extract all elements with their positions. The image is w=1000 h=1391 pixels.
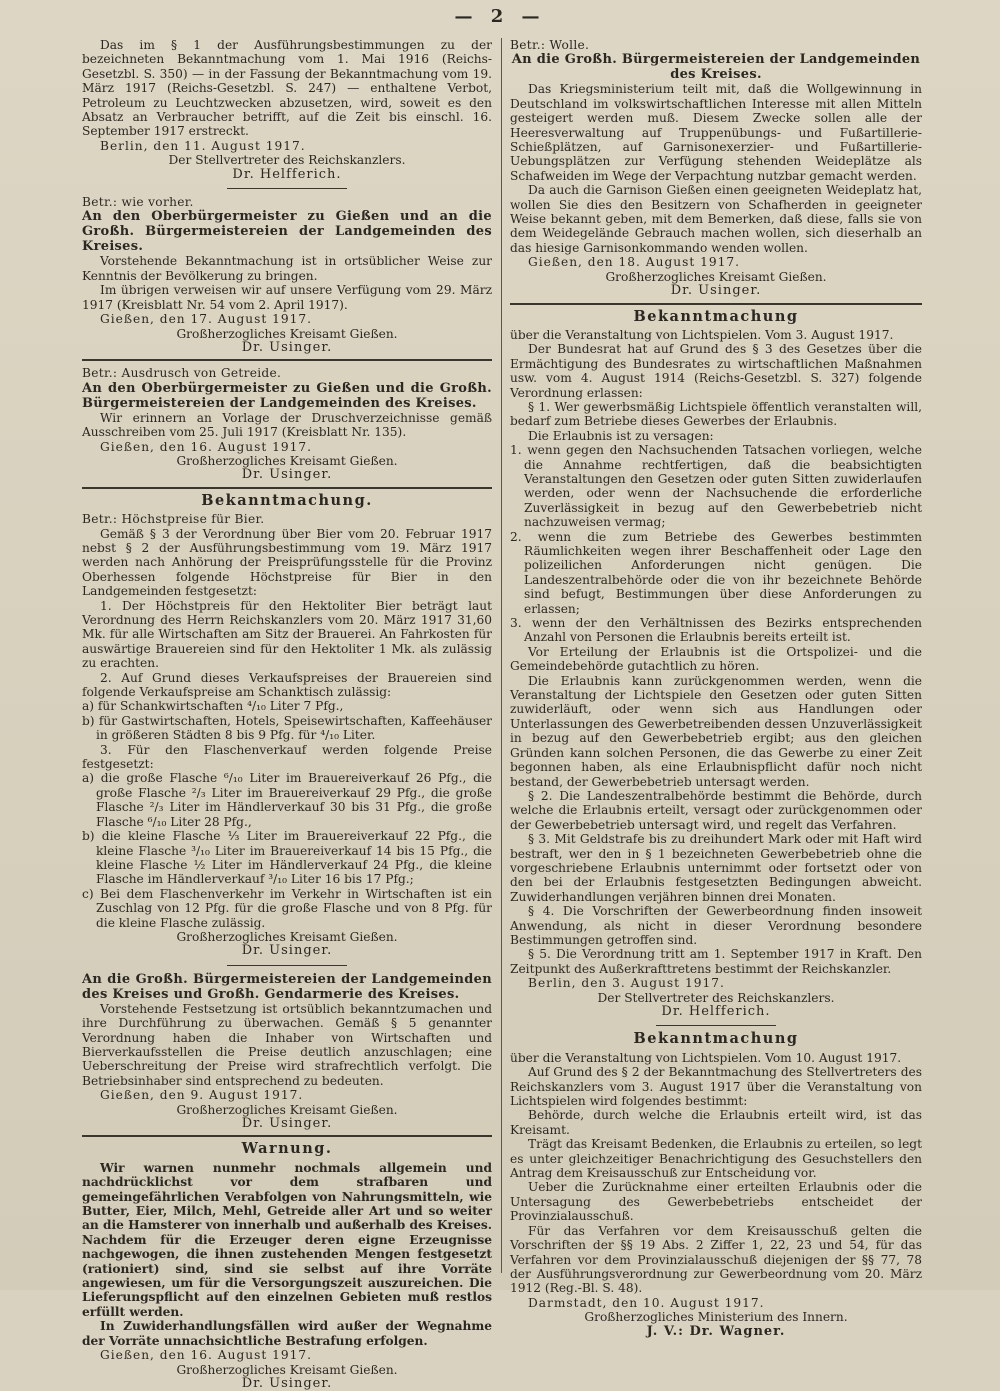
signatory-office: Großherzogliches Kreisamt Gießen. — [176, 1362, 398, 1377]
signatory-name: Dr. Usinger. — [241, 1116, 333, 1131]
signatory-office: Der Stellvertreter des Reichskanzlers. — [597, 990, 835, 1005]
paragraph: Wir erinnern an Vorlage der Druschverzeichnisse gemäß Ausschreiben vom 25. Juli 1917 (Kreisblatt Nr. 135). — [82, 410, 492, 440]
signatory-name: Dr. Usinger. — [241, 467, 333, 483]
place-date: Berlin, den 11. August 1917. — [100, 138, 306, 153]
signatory-name: Dr. Helfferich. — [232, 166, 342, 182]
paragraph: Trägt das Kreisamt Bedenken, die Erlaubnis zu erteilen, so legt es unter gleichzeitiger Benachrichtigung des Gesuchstellers den Antrag dem Kreisausschuß zur Entscheidung vor. — [510, 1137, 922, 1181]
signatory-name: Dr. Usinger. — [241, 1375, 333, 1391]
paragraph: § 5. Die Verordnung tritt am 1. September 1917 in Kraft. Den Zeitpunkt des Außerkrafttretens bestimmt der Reichskanzler. — [510, 947, 922, 976]
section-heading: Bekanntmachung — [633, 1030, 799, 1048]
subject-line: Betr.: wie vorher. — [82, 195, 194, 210]
signatory-name: Dr. Helfferich. — [661, 1004, 771, 1019]
place-date: Gießen, den 17. August 1917. — [100, 312, 313, 327]
section-rule — [82, 487, 492, 489]
subtitle: über die Veranstaltung von Lichtspielen. Vom 10. August 1917. — [510, 1050, 902, 1065]
petroleum-notice-text: Das im § 1 der Ausführungsbestimmungen zu der bezeichneten Bekanntmachung vom 1. Mai 1916 (Reichs-Gesetzbl. S. 350) — in der Fassung der Bekanntmachung vom 19. März 1917 (Reichs-Gesetzbl. S. 247) — enthaltene Verbot, Petroleum zu Leuchtzwecken abzusetzen, wird, soweit es den Absatz an Verbraucher betrifft, auf die Zeit bis einschl. 16. September 1917 erstreckt. — [82, 38, 492, 139]
signatory-name: Dr. Usinger. — [241, 339, 333, 355]
paragraph: Wir warnen nunmehr nochmals allgemein und nachdrücklichst vor dem strafbaren und gemeingefährlichen Verabfolgen von Nahrungsmitteln, wie Butter, Eier, Milch, Mehl, Getreide aller Art und so weiter an die Hamsterer von innerhalb und außerhalb des Kreises. Nachdem für die Erzeuger deren eigne Erzeugnisse nachgewogen, die ihnen zustehenden Mengen festgesetzt (rationiert) sind, sind sie selbst auf ihre Vorräte angewiesen, um für die Versorgungszeit auszureichen. Die Lieferungspflicht auf den einzelnen Gebieten muß restlos erfüllt werden. — [82, 1160, 492, 1319]
separator — [227, 965, 347, 966]
list-item: 2. wenn die zum Betriebe des Gewerbes bestimmten Räumlichkeiten wegen ihrer Beschaffenheit oder Lage den polizeilichen Anforderungen nicht genügen. Die Landeszentralbehörde oder die von ihr bezeichnete Behörde sind befugt, Bestimmungen über diese Anforderungen zu erlassen; — [510, 529, 922, 616]
signatory-office: Großherzogliches Ministerium des Innern. — [584, 1310, 848, 1325]
paragraph: Das Kriegsministerium teilt mit, daß die Wollgewinnung in Deutschland im volkswirtschaftlichen Interesse mit allen Mitteln gesteigert werden muß. Diesem Zwecke sollen alle der Heeresverwaltung auf Truppenübungs- und Fußartillerie-Schießplätzen, auf Garnisonexerzier- und Fußartillerie-Uebungsplätzen zur Verfügung stehenden Weideplätze als Schafweiden im Wege der Verpachtung nutzbar gemacht werden. — [510, 82, 922, 183]
list-item: c) Bei dem Flaschenverkehr im Verkehr in Wirtschaften ist ein Zuschlag von 12 Pfg. für die große Flasche und von 8 Pfg. für die kleine Flasche zulässig. — [82, 886, 492, 930]
list-item: b) für Gastwirtschaften, Hotels, Speisewirtschaften, Kaffeehäuser in größeren Städten 8 bis 9 Pfg. für ⁴/₁₀ Liter. — [82, 713, 492, 743]
paragraph: 3. Für den Flaschenverkauf werden folgende Preise festgesetzt: — [82, 742, 492, 772]
signatory-name: Dr. Usinger. — [670, 283, 762, 299]
addressee: An den Oberbürgermeister zu Gießen und an die Großh. Bürgermeistereien der Landgemeinden des Kreises. — [82, 209, 492, 255]
list-item: 1. wenn gegen den Nachsuchenden Tatsachen vorliegen, welche die Annahme rechtfertigen, daß die beabsichtigten Veranstaltungen den Gesetzen oder guten Sitten zuwiderlaufen werden, oder wenn der Nachsuchende die erforderliche Zuverlässigkeit in bezug auf den Gewerbebetrieb nicht nachzuweisen vermag; — [510, 443, 922, 530]
section-rule — [82, 359, 492, 361]
signatory-office: Großherzogliches Kreisamt Gießen. — [176, 326, 398, 341]
paragraph: § 3. Mit Geldstrafe bis zu dreihundert Mark oder mit Haft wird bestraft, wer den in § 1 bezeichneten Gewerbebetrieb ohne die vorgeschriebene Erlaubnis unternimmt oder fortsetzt oder von den bei der Erlaubnis festgesetzten Bedingungen abweicht. Zuwiderhandlungen verjähren binnen drei Monaten. — [510, 832, 922, 904]
subject-line: Betr.: Ausdrusch von Getreide. — [82, 366, 282, 381]
signatory-office: Großherzogliches Kreisamt Gießen. — [605, 269, 827, 284]
paragraph: 2. Auf Grund dieses Verkaufspreises der Brauereien sind folgende Verkaufspreise am Schanktisch zulässig: — [82, 670, 492, 700]
subtitle: über die Veranstaltung von Lichtspielen. Vom 3. August 1917. — [510, 327, 894, 342]
paragraph: Die Erlaubnis kann zurückgenommen werden, wenn die Veranstaltung der Lichtspiele den Gesetzen oder guten Sitten zuwiderläuft, oder wenn sich aus Handlungen oder Unterlassungen des Gewerbetreibenden dessen Unzuverlässigkeit in bezug auf den Gewerbebetrieb ergibt; aus den gleichen Gründen kann solchen Personen, die das Gewerbe zu einer Zeit begonnen haben, als eine Erlaubnispflicht dafür noch nicht bestand, der Gewerbebetrieb untersagt werden. — [510, 673, 922, 789]
page-number: — 2 — — [454, 6, 546, 27]
signatory-office: Großherzogliches Kreisamt Gießen. — [176, 1102, 398, 1117]
paragraph: Im übrigen verweisen wir auf unsere Verfügung vom 29. März 1917 (Kreisblatt Nr. 54 vom 2. April 1917). — [82, 283, 492, 312]
place-date: Gießen, den 16. August 1917. — [100, 1348, 313, 1363]
section-rule — [510, 303, 922, 305]
paragraph: Ueber die Zurücknahme einer erteilten Erlaubnis oder die Untersagung des Gewerbebetriebs entscheidet der Provinzialausschuß. — [510, 1180, 922, 1224]
place-date: Gießen, den 18. August 1917. — [528, 255, 741, 270]
paragraph: In Zuwiderhandlungsfällen wird außer der Wegnahme der Vorräte unnachsichtliche Bestrafung erfolgen. — [82, 1319, 492, 1348]
addressee: An die Großh. Bürgermeistereien der Landgemeinden des Kreises. — [511, 52, 921, 83]
right-column — [510, 38, 922, 1339]
place-date: Gießen, den 16. August 1917. — [100, 439, 313, 454]
list-item: 3. wenn der den Verhältnissen des Bezirks entsprechenden Anzahl von Personen die Erlaubnis bereits erteilt ist. — [510, 616, 922, 645]
paragraph: Da auch die Garnison Gießen einen geeigneten Weideplatz hat, wollen Sie dies den Besitzern von Schafherden in geeigneter Weise bekannt geben, mit dem Bemerken, daß diese, falls sie von dem Weidegelände Gebrauch machen wollen, sich dieserhalb an das hiesige Garnisonkommando wenden wollen. — [510, 183, 922, 255]
paragraph: Die Erlaubnis ist zu versagen: — [528, 428, 714, 443]
signatory-office: Großherzogliches Kreisamt Gießen. — [176, 453, 398, 468]
paragraph: Gemäß § 3 der Verordnung über Bier vom 20. Februar 1917 nebst § 2 der Ausführungsbestimmung vom 19. März 1917 werden nach Anhörung der Preisprüfungsstelle für die Provinz Oberhessen folgende Höchstpreise für Bier in den Landgemeinden festgesetzt: — [82, 526, 492, 599]
left-column — [82, 38, 492, 1391]
place-date: Darmstadt, den 10. August 1917. — [528, 1295, 765, 1310]
section-heading: Bekanntmachung — [633, 307, 799, 325]
signatory-office: Der Stellvertreter des Reichskanzlers. — [168, 153, 406, 168]
signatory-name: J. V.: Dr. Wagner. — [646, 1323, 786, 1339]
paragraph: Auf Grund des § 2 der Bekanntmachung des Stellvertreters des Reichskanzlers vom 3. August 1917 über die Veranstaltung von Lichtspielen wird folgendes bestimmt: — [510, 1065, 922, 1109]
section-heading: Bekanntmachung. — [201, 491, 373, 509]
place-date: Berlin, den 3. August 1917. — [528, 976, 725, 991]
section-heading: Warnung. — [241, 1140, 333, 1158]
signatory-name: Dr. Usinger. — [241, 943, 333, 959]
paragraph: § 1. Wer gewerbsmäßig Lichtspiele öffentlich veranstalten will, bedarf zum Betriebe dieses Gewerbes der Erlaubnis. — [510, 399, 922, 429]
paragraph: Der Bundesrat hat auf Grund des § 3 des Gesetzes über die Ermächtigung des Bundesrates zu wirtschaftlichen Maßnahmen usw. vom 4. August 1914 (Reichs-Gesetzbl. S. 327) folgende Verordnung erlassen: — [510, 342, 922, 400]
paragraph: Vorstehende Festsetzung ist ortsüblich bekanntzumachen und ihre Durchführung zu überwachen. Gemäß § 5 genannter Verordnung haben die Inhaber von Wirtschaften und Bierverkaufsstellen die Preise deutlich anzuschlagen; eine Ueberschreitung der Preise wird strafrechtlich verfolgt. Die Betriebsinhaber sind entsprechend zu bedeuten. — [82, 1001, 492, 1088]
paragraph: 1. Der Höchstpreis für den Hektoliter Bier beträgt laut Verordnung des Herrn Reichskanzlers vom 20. März 1917 31,60 Mk. für alle Wirtschaften am Sitz der Brauerei. An Fahrkosten für auswärtige Brauereien sind für den Hektoliter 1 Mk. als zulässig zu erachten. — [82, 598, 492, 671]
subject-line: Betr.: Wolle. — [510, 38, 590, 52]
list-item: a) für Schankwirtschaften ⁴/₁₀ Liter 7 Pfg., — [82, 699, 344, 714]
place-date: Gießen, den 9. August 1917. — [100, 1088, 304, 1103]
paragraph: Behörde, durch welche die Erlaubnis erteilt wird, ist das Kreisamt. — [510, 1108, 922, 1137]
paragraph: Für das Verfahren vor dem Kreisausschuß gelten die Vorschriften der §§ 19 Abs. 2 Ziffer 1, 22, 23 und 54, für das Verfahren vor dem Provinzialausschuß diejenigen der §§ 77, 78 der Ausführungsverordnung zur Gewerbeordnung vom 20. März 1912 (Reg.-Bl. S. 48). — [510, 1223, 922, 1296]
paragraph: Vorstehende Bekanntmachung ist in ortsüblicher Weise zur Kenntnis der Bevölkerung zu bringen. — [82, 254, 492, 283]
paragraph: Vor Erteilung der Erlaubnis ist die Ortspolizei- und die Gemeindebehörde gutachtlich zu hören. — [510, 644, 922, 674]
addressee: An den Oberbürgermeister zu Gießen und die Großh. Bürgermeistereien der Landgemeinden des Kreises. — [82, 380, 492, 411]
list-item: b) die kleine Flasche ⅓ Liter im Brauereiverkauf 22 Pfg., die kleine Flasche ³/₁₀ Liter im Brauereiverkauf 14 bis 15 Pfg., die kleine Flasche ½ Liter im Händlerverkauf 24 Pfg., die kleine Flasche im Händlerverkauf ³/₁₀ Liter 16 bis 17 Pfg.; — [82, 829, 492, 887]
section-rule — [82, 1135, 492, 1137]
paragraph: § 4. Die Vorschriften der Gewerbeordnung finden insoweit Anwendung, als nicht in dieser Verordnung besondere Bestimmungen getroffen sind. — [510, 904, 922, 947]
paragraph: § 2. Die Landeszentralbehörde bestimmt die Behörde, durch welche die Erlaubnis erteilt, versagt oder zurückgenommen oder der Gewerbebetrieb untersagt wird, und regelt das Verfahren. — [510, 788, 922, 832]
list-item: a) die große Flasche ⁶/₁₀ Liter im Brauereiverkauf 26 Pfg., die große Flasche ²/₃ Liter im Brauereiverkauf 29 Pfg., die große Flasche ²/₃ Liter im Händlerverkauf 30 bis 31 Pfg., die große Flasche ⁶/₁₀ Liter 28 Pfg., — [82, 771, 492, 829]
separator — [227, 188, 347, 189]
signatory-office: Großherzogliches Kreisamt Gießen. — [176, 929, 398, 944]
subject-line: Betr.: Höchstpreise für Bier. — [82, 512, 265, 527]
separator — [656, 1025, 776, 1026]
column-divider — [501, 38, 502, 1273]
addressee: An die Großh. Bürgermeistereien der Landgemeinden des Kreises und Großh. Gendarmerie des Kreises. — [82, 971, 492, 1002]
